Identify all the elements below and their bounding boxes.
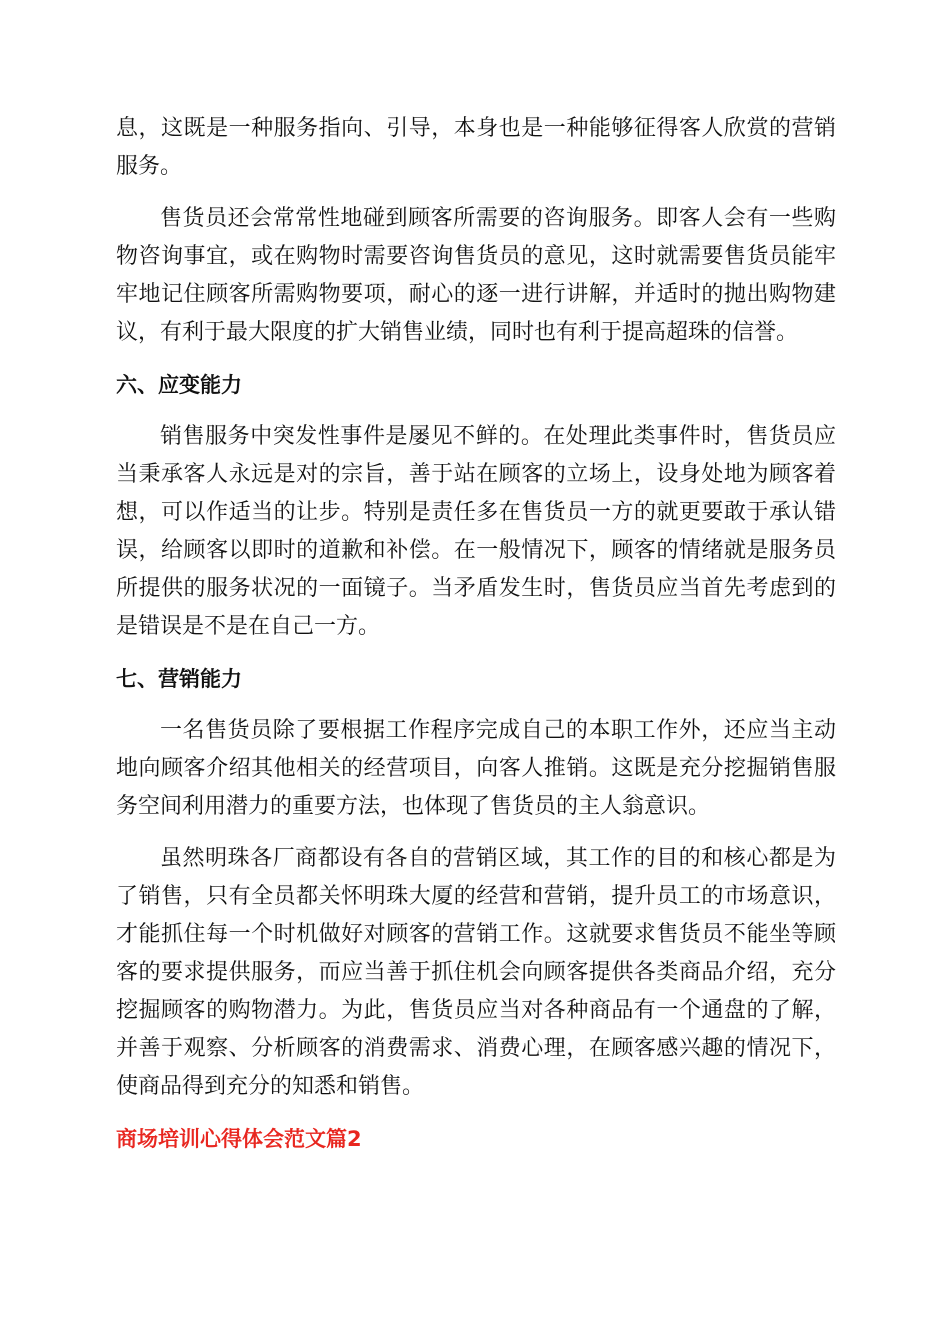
paragraph-gap — [116, 186, 836, 200]
paragraph-gap — [116, 826, 836, 840]
paragraph-gap — [116, 1106, 836, 1120]
section-heading-adaptability: 六、应变能力 — [116, 373, 242, 397]
paragraph-marketing-intro: 一名售货员除了要根据工作程序完成自己的本职工作外，还应当主动地向顾客介绍其他相关的经营项目，向客人推销。这既是充分挖掘销售服务空间利用潜力的重要方法，也体现了售货员的主人翁意识。 — [116, 718, 836, 819]
paragraph-gap — [116, 698, 836, 712]
paragraph-gap — [116, 646, 836, 660]
paragraph-marketing-detail: 虽然明珠各厂商都设有各自的营销区域，其工作的目的和核心都是为了销售，只有全员都关怀明珠大厦的经营和营销，提升员工的市场意识，才能抓住每一个时机做好对顾客的营销工作。这就要求售货员不能坐等顾客的要求提供服务，而应当善于抓住机会向顾客提供各类商品介绍，充分挖掘顾客的购物潜力。为此，售货员应当对各种商品有一个通盘的了解，并善于观察、分析顾客的消费需求、消费心理，在顾客感兴趣的情况下，使商品得到充分的知悉和销售。 — [116, 846, 836, 1099]
section-heading-marketing: 七、营销能力 — [116, 667, 242, 691]
paragraph-gap — [116, 404, 836, 418]
document-page — [116, 110, 836, 1158]
paragraph-continuation: 息，这既是一种服务指向、引导，本身也是一种能够征得客人欣赏的营销服务。 — [116, 116, 836, 179]
paragraph-adaptability: 销售服务中突发性事件是屡见不鲜的。在处理此类事件时，售货员应当秉承客人永远是对的宗旨，善于站在顾客的立场上，设身处地为顾客着想，可以作适当的让步。特别是责任多在售货员一方的就更要敢于承认错误，给顾客以即时的道歉和补偿。在一般情况下，顾客的情绪就是服务员所提供的服务状况的一面镜子。当矛盾发生时，售货员应当首先考虑到的是错误是不是在自己一方。 — [116, 424, 836, 639]
paragraph-gap — [116, 352, 836, 366]
paragraph-consulting-service: 售货员还会常常性地碰到顾客所需要的咨询服务。即客人会有一些购物咨询事宜，或在购物时需要咨询售货员的意见，这时就需要售货员能牢牢地记住顾客所需购物要项，耐心的逐一进行讲解，并适时的抛出购物建议，有利于最大限度的扩大销售业绩，同时也有利于提高超珠的信誉。 — [116, 206, 836, 345]
article-title-next: 商场培训心得体会范文篇2 — [116, 1127, 362, 1151]
